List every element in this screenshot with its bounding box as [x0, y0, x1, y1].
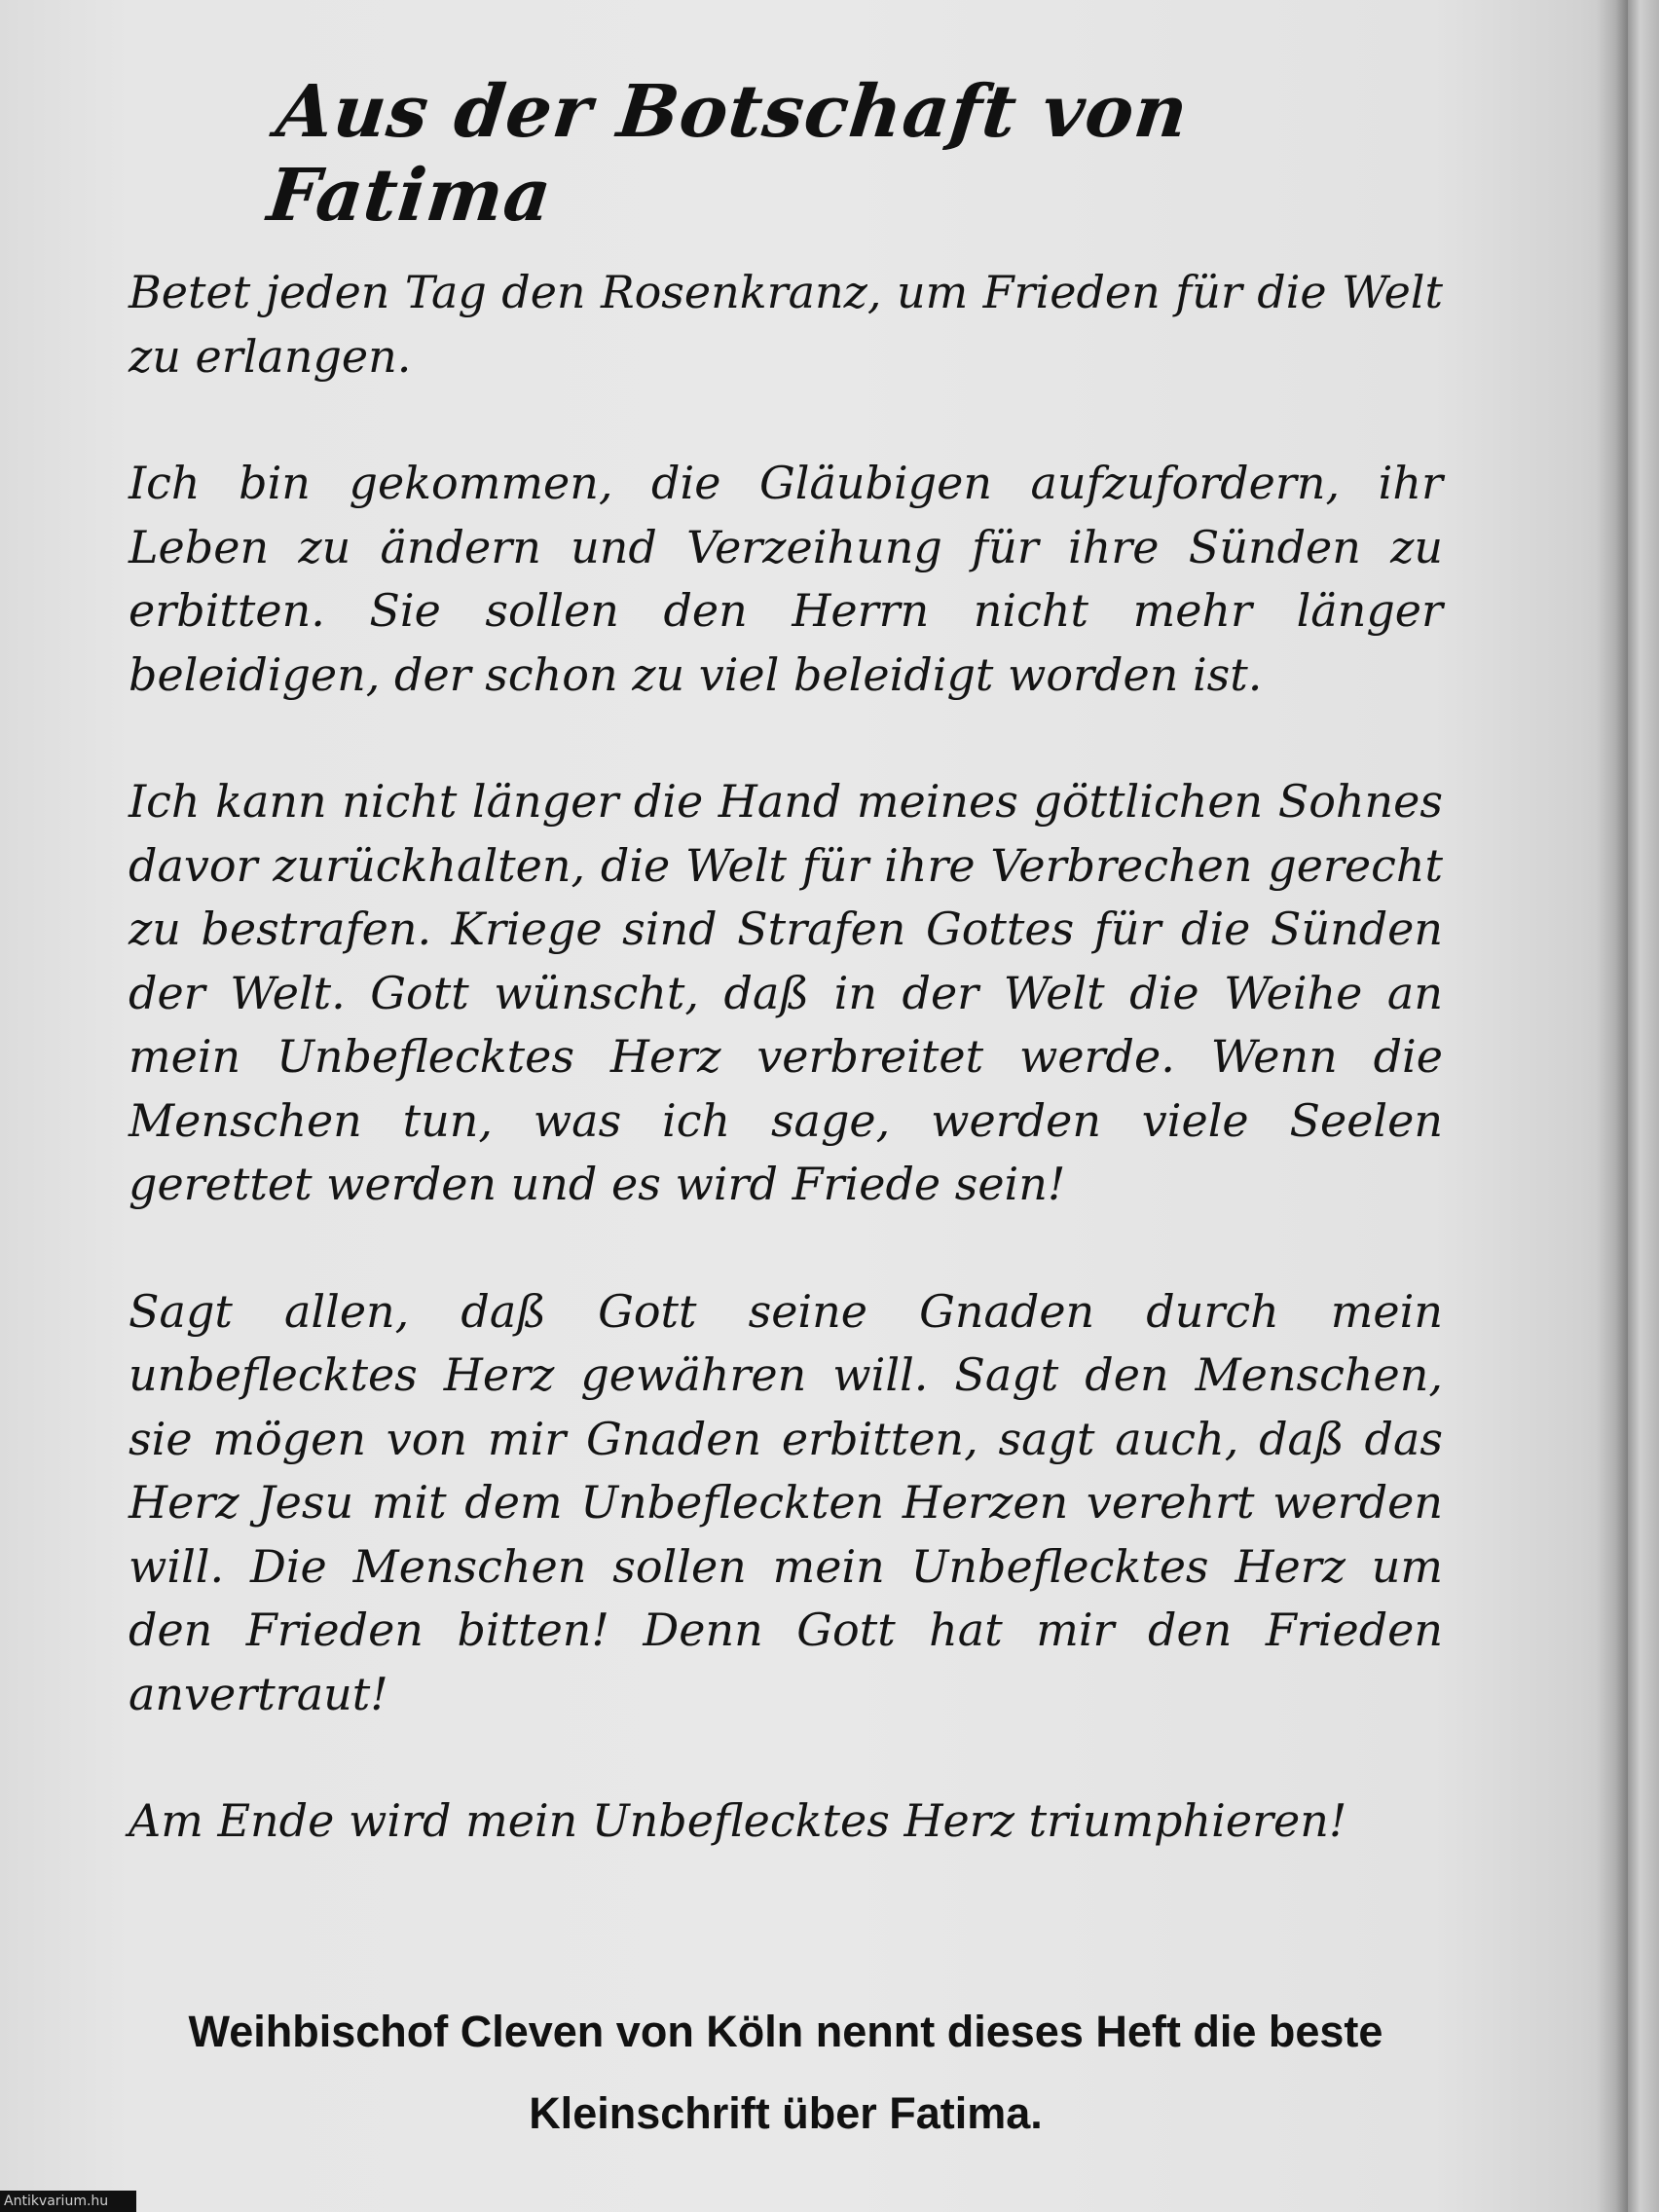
page-title: Aus der Botschaft von Fatima [263, 70, 1193, 238]
page-shadow [1597, 0, 1628, 2212]
footer-line-2: Kleinschrift über Fatima. [529, 2088, 1043, 2138]
footer-recommendation [129, 1991, 1443, 2155]
paragraph-graces: Sagt allen, daß Gott seine Gnaden durch mein unbeflecktes Herz gewähren will. Sagt den Menschen, sie mögen von mir Gnaden erbitten, sagt auch, daß das Herz Jesu mit dem Unbefleckten Herzen verehrt werden will. Die Menschen sollen mein Unbeflecktes Herz um den Frieden bitten! Denn Gott hat mir den Frieden anvertraut! [129, 1284, 1443, 1720]
paragraph-triumph: Am Ende wird mein Unbeflecktes Herz triumphieren! [129, 1794, 1347, 1847]
paragraph-rosary: Betet jeden Tag den Rosenkranz, um Frieden für die Welt zu erlangen. [129, 266, 1443, 383]
book-edge [1628, 0, 1659, 2212]
message-text [129, 261, 1443, 1854]
paragraph-conversion: Ich bin gekommen, die Gläubigen aufzufordern, ihr Leben zu ändern und Verzeihung für ihre Sünden zu erbitten. Sie sollen den Herrn nicht mehr länger beleidigen, der schon zu viel beleidigt worden ist. [129, 457, 1443, 701]
watermark: Antikvarium.hu [0, 2191, 136, 2212]
paragraph-warning: Ich kann nicht länger die Hand meines göttlichen Sohnes davor zurückhalten, die Welt für ihre Verbrechen gerecht zu bestrafen. Kriege sind Strafen Gottes für die Sünden der Welt. Gott wünscht, daß in der Welt die Weihe an mein Unbeflecktes Herz verbreitet werde. Wenn die Menschen tun, was ich sage, werden viele Seelen gerettet werden und es wird Friede sein! [129, 775, 1443, 1210]
footer-line-1: Weihbischof Cleven von Köln nennt dieses Heft die beste [188, 2007, 1383, 2056]
